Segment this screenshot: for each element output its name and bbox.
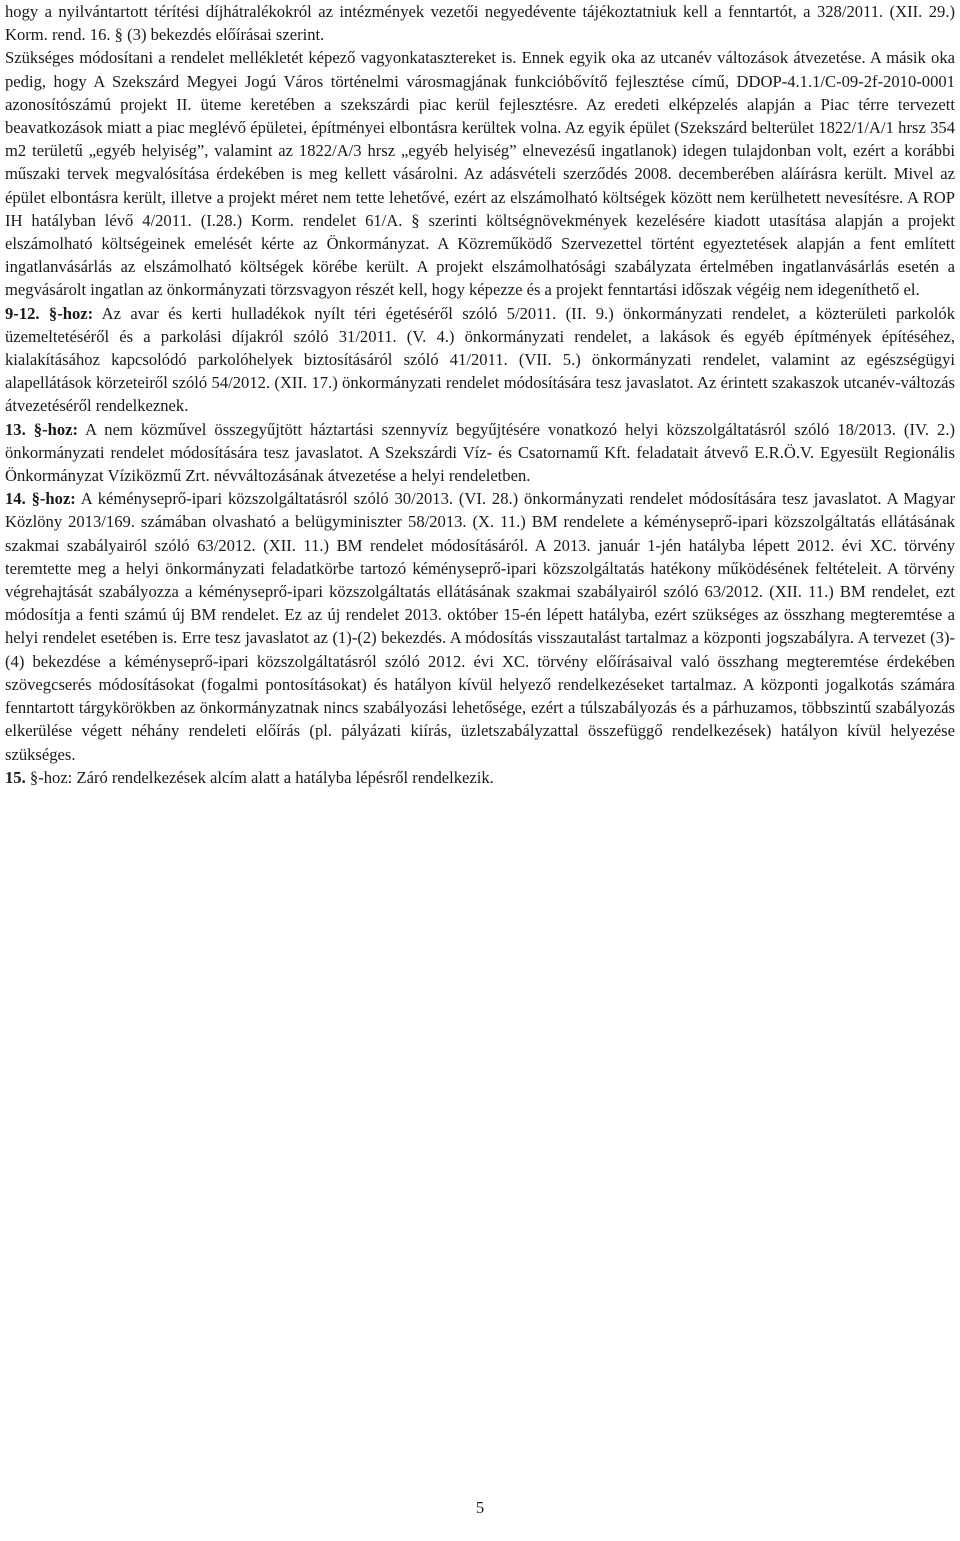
paragraph-lead: 14. §-hoz: [5, 489, 76, 509]
paragraph-text: A kéményseprő-ipari közszolgáltatásról szóló 30/2013. (VI. 28.) önkormányzati rendelet módosítására tesz javaslatot. A Magyar Közlöny 2013/169. számában olvasható a belügyminiszter 58/2013. (X. 11.) BM rendelete a kéményseprő-ipari közszolgáltatás ellátásának szakmai szabályairól szóló 63/2012. (XII. 11.) BM rendelet módosításáról. A 2013. január 1-jén hatályba lépett 2012. évi XC. törvény teremtette meg a helyi önkormányzati feladatkörbe tartozó kéményseprő-ipari közszolgáltatás hatékony működésének feltételeit. A törvény végrehajtását szabályozza a kéményseprő-ipari közszolgáltatás ellátásának szakmai szabályairól szóló 63/2012. (XII. 11.) BM rendelet, ezt módosítja a fenti számú új BM rendelet. Ez az új rendelet 2013. október 15-én lépett hatályba, ezért szükséges az összhang megteremtése a helyi rendelet esetében is. Erre tesz javaslatot az (1)-(2) bekezdés. A módosítás visszautalást tartalmaz a központi jogszabályra. A tervezet (3)-(4) bekezdése a kéményseprő-ipari közszolgáltatásról szóló 2012. évi XC. törvény előírásaival való összhang megteremtése érdekében szövegcserés módosításokat (fogalmi pontosításokat) és hatályon kívül helyező rendelkezéseket tartalmaz. A központi jogalkotás számára fenntartott tárgykörökben az önkormányzatnak nincs szabályozási lehetősége, ezért a túlszabályozás és a párhuzamos, többszintű szabályozás elkerülése végett néhány rendeleti előírás (pl. pályázati kiírás, üzletszabályzattal összefüggő rendelkezések) hatályon kívül helyezése szükséges. [5, 489, 955, 764]
paragraph [5, 418, 955, 488]
paragraph [5, 302, 955, 418]
paragraph-text: §-hoz: Záró rendelkezések alcím alatt a hatályba lépésről rendelkezik. [25, 767, 494, 787]
paragraph [5, 487, 955, 765]
paragraph-lead: 9-12. §-hoz: [5, 303, 94, 323]
paragraph-lead: 15. [5, 767, 26, 787]
paragraph [5, 0, 955, 46]
page-number: 5 [475, 1498, 485, 1517]
paragraph-text: Az avar és kerti hulladékok nyílt téri égetéséről szóló 5/2011. (II. 9.) önkormányzati rendelet, a közterületi parkolók üzemeltetéséről és a parkolási díjakról szóló 31/2011. (V. 4.) önkormányzati rendelet, a lakások és egyéb építmények építéséhez, kialakításához kapcsolódó parkolóhelyek biztosításáról szóló 41/2011. (VII. 5.) önkormányzati rendelet, valamint az egészségügyi alapellátások körzeteiről szóló 54/2012. (XII. 17.) önkormányzati rendelet módosítására tesz javaslatot. Az érintett szakaszok utcanév-változás átvezetéséről rendelkeznek. [5, 303, 956, 416]
paragraph [5, 46, 955, 301]
paragraph-text: Szükséges módosítani a rendelet mellékletét képező vagyonkatasztereket is. Ennek egyik oka az utcanév változások átvezetése. A másik oka pedig, hogy A Szekszárd Megyei Jogú Város történelmi városmagjának funkcióbővítő fejlesztése című, DDOP-4.1.1/C-09-2f-2010-0001 azonosítószámú projekt II. üteme keretében a szekszárdi piac kerül fejlesztésre. Az eredeti elképzelés alapján a Piac térre tervezett beavatkozások miatt a piac meglévő épületei, építményei elbontásra kerültek volna. Az egyik épület (Szekszárd belterület 1822/1/A/1 hrsz 354 m2 területű „egyéb helyiség”, valamint az 1822/A/3 hrsz „egyéb helyiség” elnevezésű ingatlanok) idegen tulajdonban volt, ezért a korábbi műszaki tervek megvalósítása érdekében is meg kellett vásárolni. Az adásvételi szerződés 2008. decemberében aláírásra került. Mivel az épület elbontásra került, illetve a projekt méret nem tette lehetővé, ezért az elszámolható költségek között nem kerülhetett nevesítésre. A ROP IH hatályban lévő 4/2011. (I.28.) Korm. rendelet 61/A. § szerinti költségnövekmények kezelésére kiadott utasítása alapján a projekt elszámolható költségeinek emelését kérte az Önkormányzat. A Közreműködő Szervezettel történt egyeztetések alapján a fent említett ingatlanvásárlás az elszámolható költségek körébe került. A projekt elszámolhatósági szabályzata értelmében ingatlanvásárlás esetén a megvásárolt ingatlan az önkormányzati törzsvagyon részét kell, hogy képezze és a projekt fenntartási időszak végéig nem idegeníthető el. [5, 48, 955, 300]
paragraph [5, 766, 955, 789]
document-body [5, 0, 955, 789]
paragraph-lead: 13. §-hoz: [5, 419, 79, 439]
paragraph-text: hogy a nyilvántartott térítési díjhátralékokról az intézmények vezetői negyedévente tájékoztatniuk kell a fenntartót, a 328/2011. (XII. 29.) Korm. rend. 16. § (3) bekezdés előírásai szerint. [5, 2, 955, 45]
paragraph-text: A nem közművel összegyűjtött háztartási szennyvíz begyűjtésére vonatkozó helyi közszolgáltatásról szóló 18/2013. (IV. 2.) önkormányzati rendelet módosítására tesz javaslatot. A Szekszárdi Víz- és Csatornamű Kft. feladatait átvevő E.R.Ö.V. Egyesült Regionális Önkormányzat Víziközmű Zrt. névváltozásának átvezetése a helyi rendeletben. [5, 419, 955, 486]
